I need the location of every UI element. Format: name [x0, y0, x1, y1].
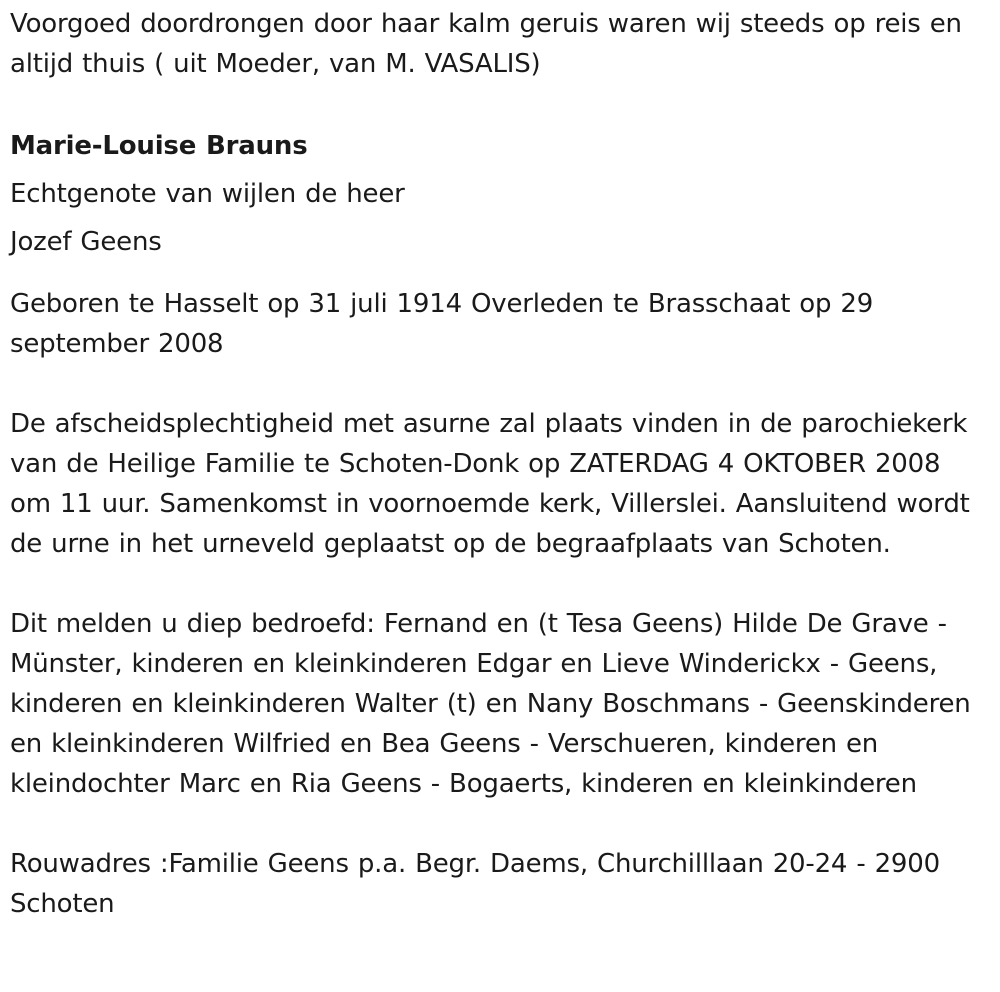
address-paragraph: Rouwadres :Familie Geens p.a. Begr. Daems, Churchilllaan 20-24 - 2900 Schoten — [10, 849, 940, 919]
spacer — [10, 564, 990, 604]
ceremony-paragraph: De afscheidsplechtigheid met asurne zal plaats vinden in de parochiekerk van de Heilige Familie te Schoten-Donk op ZATERDAG 4 OKTOBER 2008 om 11 uur. Samenkomst in voornoemde kerk, Villerslei. Aansluitend wordt de urne in het urneveld geplaatst op de begraafplaats van Schoten. — [10, 409, 970, 559]
spouse-label: Echtgenote van wijlen de heer — [10, 179, 405, 209]
name-block — [10, 122, 990, 266]
spacer — [10, 804, 990, 844]
spacer — [10, 364, 990, 404]
mourners-paragraph: Dit melden u diep bedroefd: Fernand en (t Tesa Geens) Hilde De Grave - Münster, kinderen en kleinkinderen Edgar en Lieve Winderickx - Geens, kinderen en kleinkinderen Walter (t) en Nany Boschmans - Geenskinderen en kleinkinderen Wilfried en Bea Geens - Verschueren, kinderen en kleindochter Marc en Ria Geens - Bogaerts, kinderen en kleinkinderen — [10, 609, 971, 799]
spouse-name: Jozef Geens — [10, 227, 162, 257]
birth-death-paragraph: Geboren te Hasselt op 31 juli 1914 Overleden te Brasschaat op 29 september 2008 — [10, 289, 874, 359]
quote-paragraph: Voorgoed doordrongen door haar kalm geruis waren wij steeds op reis en altijd thuis ( uit Moeder, van M. VASALIS) — [10, 9, 962, 79]
deceased-name: Marie-Louise Brauns — [10, 131, 308, 161]
